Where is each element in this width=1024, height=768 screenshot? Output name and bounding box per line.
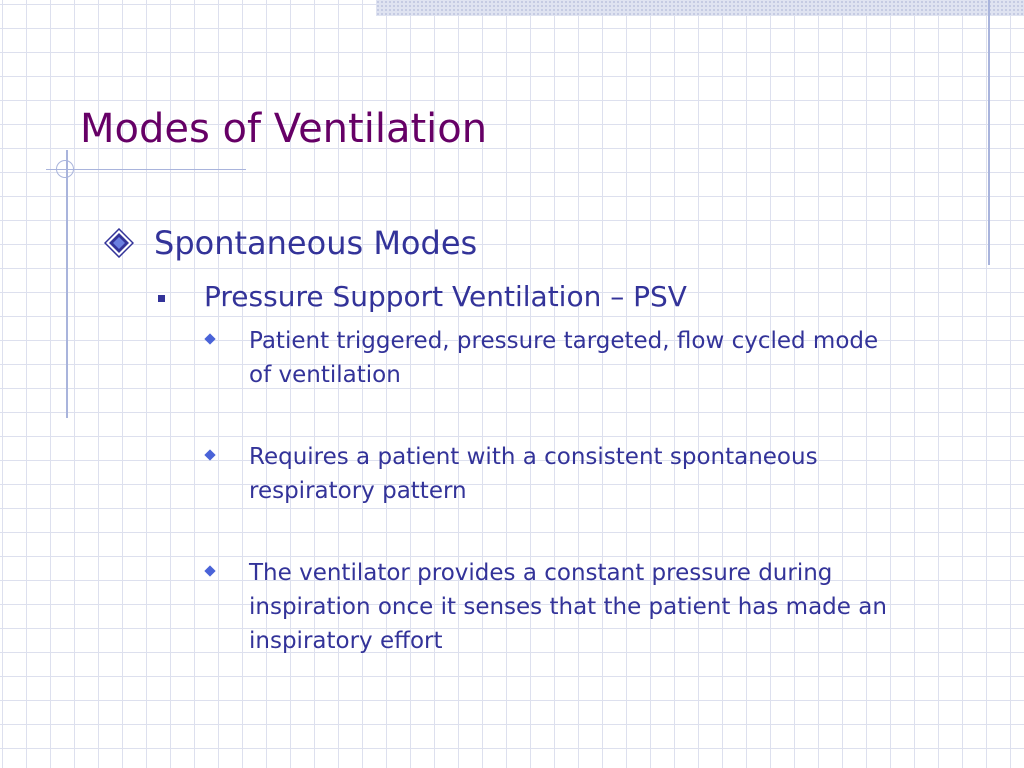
bullet-level3-item [206, 440, 906, 508]
title-underline [46, 169, 246, 170]
small-diamond-bullet-icon [204, 565, 215, 576]
bullet-level1 [104, 224, 477, 262]
bullet-level2-text: Pressure Support Ventilation – PSV [204, 280, 687, 313]
diamond-bullet-icon [104, 225, 140, 261]
square-bullet-icon [158, 295, 165, 302]
small-diamond-bullet-icon [204, 333, 215, 344]
right-decorative-line [988, 0, 990, 265]
bullet-level3-text: The ventilator provides a constant pressure during inspiration once it senses that the patient has made an inspiratory effort [249, 560, 887, 654]
left-decorative-line [66, 150, 68, 418]
bullet-level3-item [206, 556, 906, 658]
bullet-level2 [158, 280, 687, 313]
bullet-level3-item [206, 324, 906, 392]
bullet-level3-text: Patient triggered, pressure targeted, flow cycled mode of ventilation [249, 328, 879, 388]
small-diamond-bullet-icon [204, 449, 215, 460]
slide-title: Modes of Ventilation [80, 106, 488, 152]
bullet-level3-text: Requires a patient with a consistent spontaneous respiratory pattern [249, 444, 818, 504]
circle-decoration-icon [56, 160, 74, 178]
top-decorative-band [376, 0, 1024, 16]
bullet-level1-text: Spontaneous Modes [154, 224, 478, 262]
